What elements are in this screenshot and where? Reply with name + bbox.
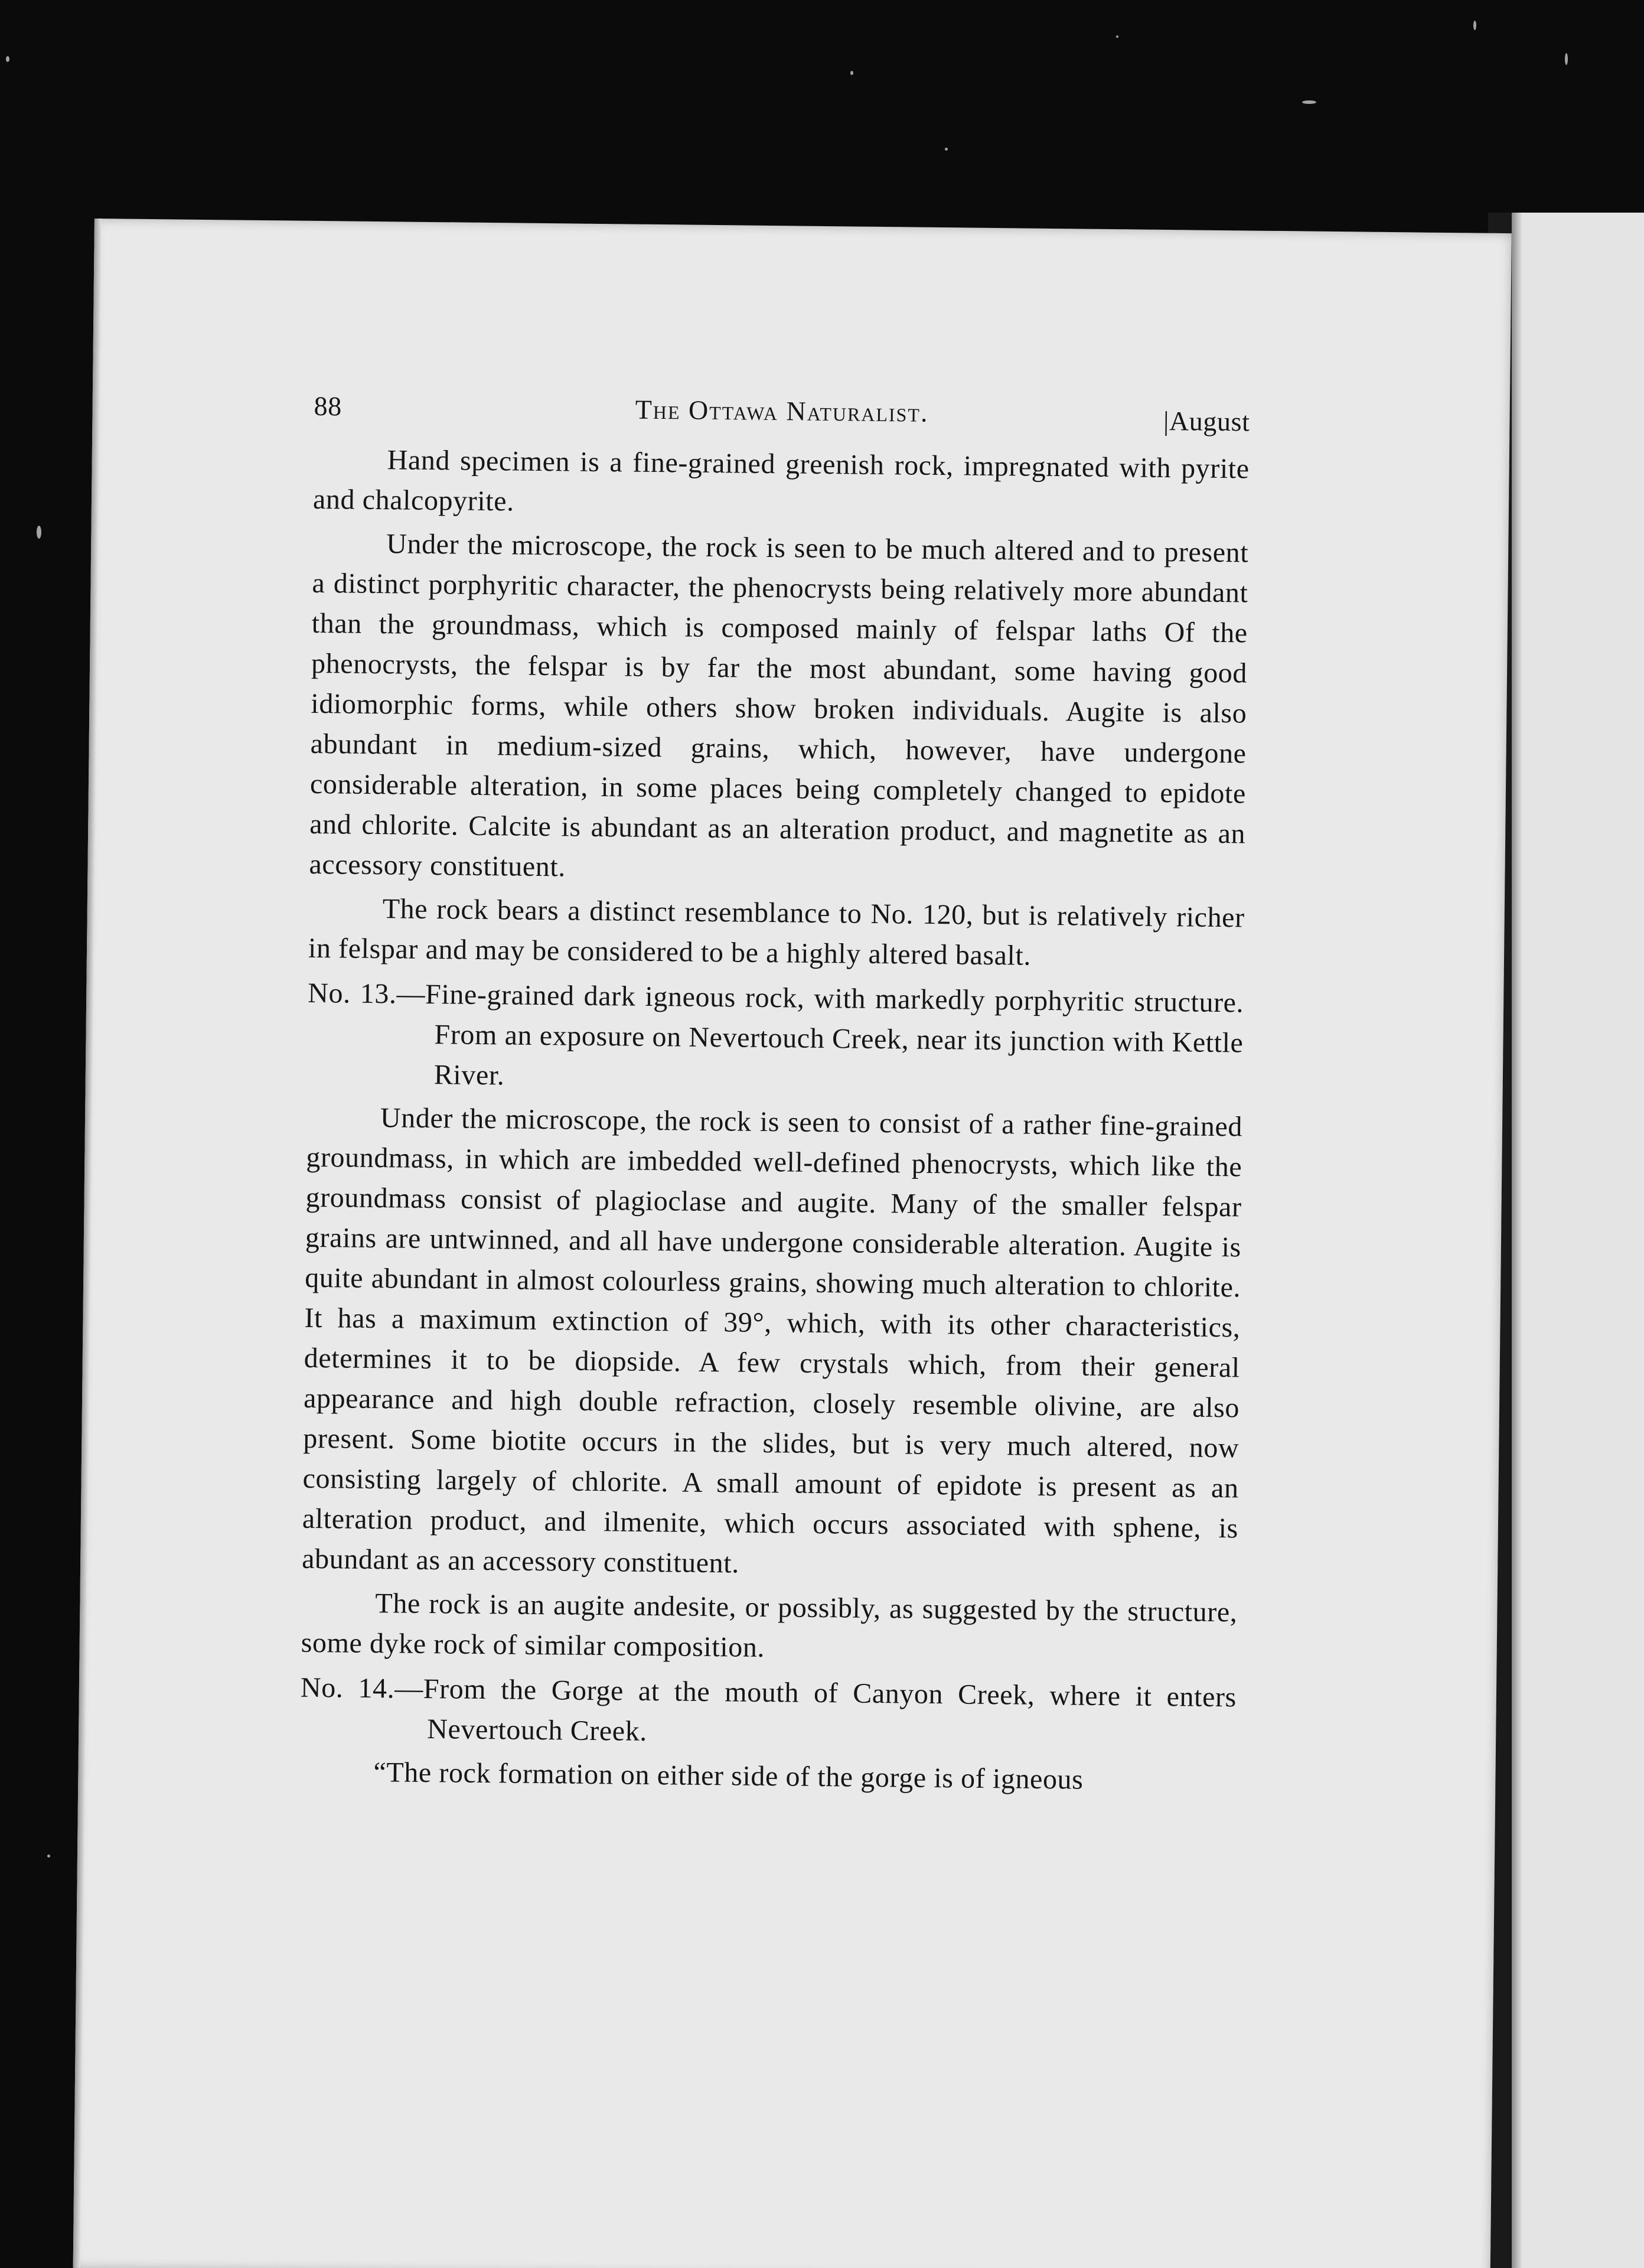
page-content: [299, 386, 1250, 1805]
paragraph-gorge-quote: “The rock formation on either side of the gorge is of igneous: [373, 1757, 1084, 1795]
page-left-edge: [73, 219, 102, 2268]
dust-speck: [37, 526, 41, 539]
dust-speck: [1565, 53, 1568, 65]
journal-title: The Ottawa Naturalist.: [635, 394, 929, 428]
sample-no-13-heading: No. 13.—Fine-grained dark igneous rock, with markedly porphyritic structure. From an exposure on Nevertouch Creek, near its junction with Kettle River.: [308, 977, 1244, 1091]
paragraph-augite-andesite: The rock is an augite andesite, or possibly, as suggested by the structure, some dyke rock of similar composition.: [301, 1588, 1238, 1664]
dust-speck: [1473, 21, 1476, 30]
issue-month: |August: [1163, 405, 1250, 437]
dust-speck: [1116, 35, 1118, 38]
paragraph-hand-specimen: Hand specimen is a fine-grained greenish rock, impregnated with pyrite and chalcopyrite.: [312, 444, 1250, 517]
facing-page-edge: [1512, 213, 1644, 2268]
running-head: [314, 386, 1250, 449]
paragraph-microscope-groundmass: Under the microscope, the rock is seen to consist of a rather fine-grained groundmass, in which are imbedded well-defined phenocrysts, which like the groundmass consist of plagioclase and augite. Many of the smaller felspar grains are untwinned, and all have undergone considerable alteration. Augite is quite abundant in almost colourless grains, showing much alteration to chlorite. It has a maximum extinction of 39°, which, with its other characteristics, determines it to be diopside. A few crystals which, from their general appearance and high double refraction, closely resemble olivine, are also present. Some biotite occurs in the slides, but is very much altered, now consisting largely of chlorite. A small amount of epidote is present as an alteration product, and ilmenite, which occurs associated with sphene, is abundant as an accessory constituent.: [301, 1102, 1243, 1579]
paragraph-microscope-porphyritic: Under the microscope, the rock is seen to be much altered and to present a distinct porphyritic character, the phenocrysts being relatively more abundant than the groundmass, which is composed mainly of felspar laths Of the phenocrysts, the felspar is by far the most abundant, some having good idiomorphic forms, while others show broken individuals. Augite is also abundant in medium-sized grains, which, however, have undergone considerable alteration, in some places being completely changed to epidote and chlorite. Calcite is abundant as an alteration product, and magnetite as an accessory constituent.: [309, 528, 1249, 883]
dust-speck: [945, 148, 948, 151]
facing-page-shadow: [1512, 213, 1522, 2268]
page-number: 88: [314, 390, 342, 422]
book-page: [73, 219, 1512, 2268]
dust-speck: [47, 1855, 50, 1858]
paragraph-resemblance-no-120: The rock bears a distinct resemblance to No. 120, but is relatively richer in felspar and may be considered to be a highly altered basalt.: [308, 893, 1245, 972]
dust-speck: [1302, 100, 1316, 104]
dust-speck: [850, 71, 853, 75]
dust-speck: [6, 56, 9, 62]
sample-no-14-heading: No. 14.—From the Gorge at the mouth of Canyon Creek, where it enters Nevertouch Creek.: [300, 1671, 1237, 1747]
